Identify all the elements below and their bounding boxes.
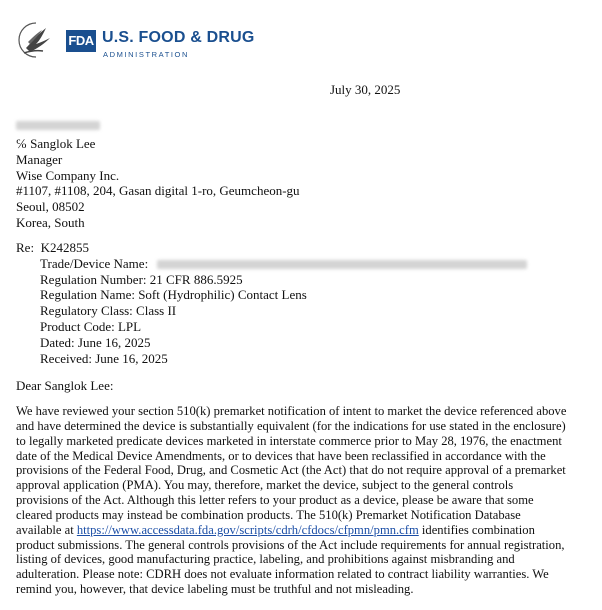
- body-line: provisions of the Federal Food, Drug, and Cosmetic Act (the Act) that do not require approval of a premarket: [16, 463, 566, 478]
- recipient-address: [16, 136, 300, 231]
- reference-number-row: [16, 240, 586, 256]
- body-line: listing of devices, good manufacturing practice, labeling, and prohibitions against misbranding and: [16, 552, 515, 567]
- body-line: cleared products may instead be combination products. The 510(k) Premarket Notification Database: [16, 507, 521, 522]
- address-line: Manager: [16, 151, 63, 167]
- body-line: We have reviewed your section 510(k) premarket notification of intent to market the device referenced above: [16, 404, 567, 418]
- reference-item: Received: June 16, 2025: [40, 350, 168, 366]
- body-line: provisions of the Act. Although this letter refers to your product as a device, please be aware that some: [16, 493, 534, 508]
- body-line-with-link: [16, 523, 596, 538]
- trade-name-label: Trade/Device Name:: [40, 255, 149, 271]
- redacted-device-name: [157, 260, 527, 269]
- trade-name-row: [16, 256, 586, 272]
- fda-logo-box: FDA: [66, 30, 96, 52]
- body-line: date of the Medical Device Amendments, or to devices that have been reclassified in accordance with the: [16, 448, 546, 463]
- agency-subtitle: ADMINISTRATION: [103, 50, 190, 59]
- salutation: Dear Sanglok Lee:: [16, 378, 114, 393]
- body-line: and have determined the device is substantially equivalent (for the indications for use stated in the enclosure): [16, 418, 566, 433]
- address-line: Wise Company Inc.: [16, 167, 120, 183]
- reference-item: Product Code: LPL: [40, 318, 142, 334]
- body-line: remind you, however, that device labeling must be truthful and not misleading.: [16, 582, 414, 597]
- address-line: #1107, #1108, 204, Gasan digital 1-ro, Geumcheon-gu: [16, 183, 300, 199]
- reference-item: Regulation Number: 21 CFR 886.5925: [40, 271, 243, 287]
- reference-item: Dated: June 16, 2025: [40, 334, 151, 350]
- address-line: Seoul, 08502: [16, 199, 85, 215]
- reference-item: Regulatory Class: Class II: [40, 303, 177, 319]
- redacted-recipient-line: [16, 121, 100, 130]
- hhs-eagle-seal-icon: [16, 20, 56, 60]
- address-line: Korea, South: [16, 214, 85, 230]
- body-line: approval application (PMA). You may, therefore, market the device, subject to the general controls: [16, 478, 514, 493]
- letter-date: July 30, 2025: [330, 82, 401, 97]
- letter-body: [16, 404, 596, 597]
- body-line: adulteration. Please note: CDRH does not evaluate information related to contract liability warranties. We: [16, 567, 549, 582]
- k-number: K242855: [40, 240, 89, 255]
- body-line: product submissions. The general controls provisions of the Act include requirements for annual registration,: [16, 537, 565, 552]
- pmn-database-link[interactable]: https://www.accessdata.fda.gov/scripts/cdrh/cfdocs/cfpmn/pmn.cfm: [76, 522, 419, 537]
- reference-item: Regulation Name: Soft (Hydrophilic) Contact Lens: [40, 287, 307, 303]
- agency-name: U.S. FOOD & DRUG: [102, 29, 255, 46]
- address-line: ℅ Sanglok Lee: [16, 136, 96, 151]
- link-prefix: available at: [16, 522, 77, 537]
- body-line: to legally marketed predicate devices marketed in interstate commerce prior to May 28, 1976, the enactment: [16, 433, 562, 448]
- link-suffix: identifies combination: [418, 522, 535, 537]
- re-label: Re:: [16, 240, 35, 255]
- reference-block: [16, 240, 586, 366]
- letterhead: [14, 20, 588, 66]
